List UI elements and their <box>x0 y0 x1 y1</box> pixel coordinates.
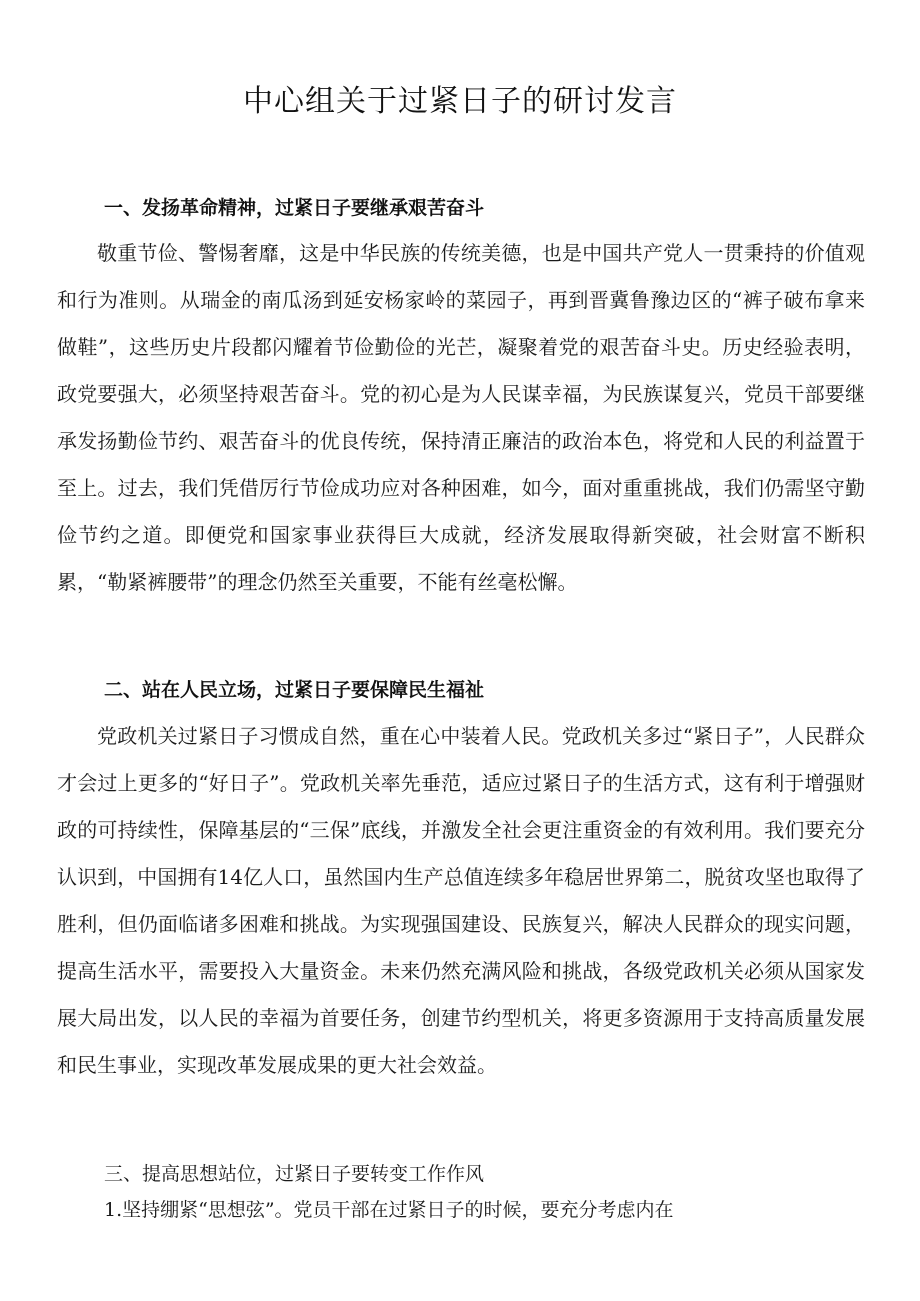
document-title: 中心组关于过紧日子的研讨发言 <box>243 84 677 119</box>
section-2-heading: 二、站在人民立场，过紧日子要保障民生福祉 <box>104 679 485 701</box>
section-1-paragraph: 敬重节俭、警惕奢靡，这是中华民族的传统美德，也是中国共产党人一贯秉持的价值观和行为准则。从瑞金的南瓜汤到延安杨家岭的菜园子，再到晋冀鲁豫边区的“裤子破布拿来做鞋”，这些历史片段都闪耀着节俭勤俭的光芒，凝聚着党的艰苦奋斗史。历史经验表明，政党要强大，必须坚持艰苦奋斗。党的初心是为人民谋幸福，为民族谋复兴，党员干部要继承发扬勤俭节约、艰苦奋斗的优良传统，保持清正廉洁的政治本色，将党和人民的利益置于至上。过去，我们凭借厉行节俭成功应对各种困难，如今，面对重重挑战，我们仍需坚守勤俭节约之道。即便党和国家事业获得巨大成就，经济发展取得新突破，社会财富不断积累，“勒紧裤腰带”的理念仍然至关重要，不能有丝毫松懈。 <box>57 241 865 594</box>
section-1-heading: 一、发扬革命精神，过紧日子要继承艰苦奋斗 <box>104 197 485 219</box>
section-3-item-1: 1.坚持绷紧“思想弦”。党员干部在过紧日子的时候，要充分考虑内在 <box>104 1199 674 1221</box>
section-3-heading: 三、提高思想站位，过紧日子要转变工作作风 <box>104 1163 485 1185</box>
section-2-paragraph: 党政机关过紧日子习惯成自然，重在心中装着人民。党政机关多过“紧日子”，人民群众才会过上更多的“好日子”。党政机关率先垂范，适应过紧日子的生活方式，这有利于增强财政的可持续性，保障基层的“三保”底线，并激发全社会更注重资金的有效利用。我们要充分认识到，中国拥有14亿人口，虽然国内生产总值连续多年稳居世界第二，脱贫攻坚也取得了胜利，但仍面临诸多困难和挑战。为实现强国建设、民族复兴，解决人民群众的现实问题，提高生活水平，需要投入大量资金。未来仍然充满风险和挑战，各级党政机关必须从国家发展大局出发，以人民的幸福为首要任务，创建节约型机关，将更多资源用于支持高质量发展和民生事业，实现改革发展成果的更大社会效益。 <box>57 724 865 1077</box>
